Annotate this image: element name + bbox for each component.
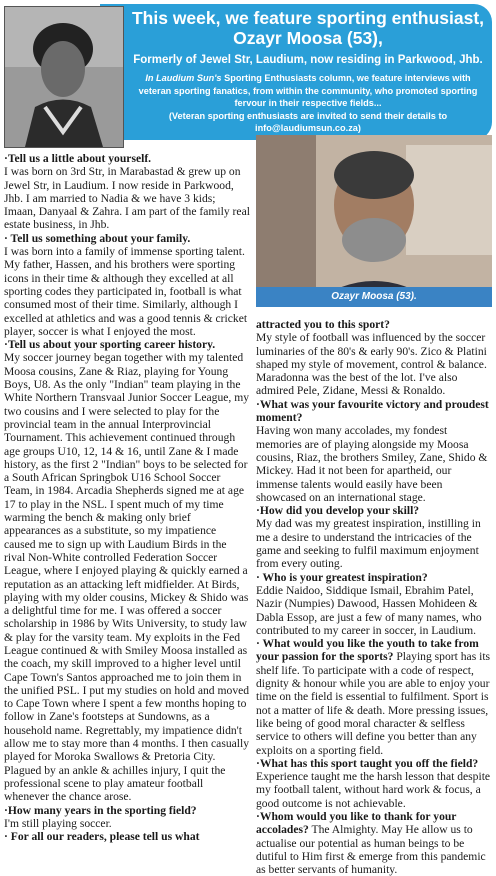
answer: My soccer journey began together with my talented Moosa cousins, Zane & Riaz, playing for Young Boys, U8. As the only "Indian" team playing in the White Northern Transvaal Junior Soccer League, my two cousins and I were selected to play for the provincial team in the annual Interprovincial Tournament. This achievement continued through age groups U10, 12, 14 & 16, until Zane & I made history, as the first 2 "Indian" boys to be selected for a South African Springbok U16 School Soccer Team, in 1984. Arcadia Shepherds signed me at age 17 to play in the NSL. I spent much of my time warming the bench & making only brief appearances as a substitute, so my impatience caused me to sign up with Laudium Birds in the rival Non-White controlled Federation Soccer League, where I enjoyed playing & quickly earned a reputation as an attacking left midfielder. At Birds, playing with my older cousins, Mickey & Shido was a delightful time for me. I was offered a soccer scholarship in 1986 by Wits University, to study law & play for the varsity team. My exploits in the Fed League continued & with Smiley Moosa installed as the coach, my skill improved to a higher level until Cape Town's Santos approached me to join them in the unified PSL. I put my studies on hold and moved to Cape Town where I spent a few months hoping to follow in Zane's footsteps at Sundowns, as a household name. Regrettably, my impatience didn't allow me to stay more than 4 months. I then casually played for Moroka Swallows & Pretoria City. Plagued by an ankle & achilles injury, I quit the professional scene to play amateur football whenever the chance arose. xyxy=(4,351,250,804)
right-column xyxy=(256,318,492,876)
qa-item xyxy=(4,152,250,232)
answer: I was born on 3rd Str, in Marabastad & grew up on Jewel Str, in Laudium. I now reside in Parkwood, Jhb. I am married to Nadia & we have 3 kids; Imaan, Danyaal & Zahra. I am part of the family real estate business, in Jhb. xyxy=(4,165,250,232)
answer: I was born into a family of immense sporting talent. My father, Hassen, and his brothers were sporting icons in their time & although they excelled at all sporting codes they participated in, football is what consumed most of their time. Similarly, although I excelled at athletics and was a good tennis & cricket player, soccer is what I enjoyed the most. xyxy=(4,245,248,338)
answer: Having won many accolades, my fondest memories are of playing alongside my Moosa cousins, Riaz, the brothers Smiley, Zane, Shido & Mickey. Had it not been for apartheid, our immense talents would easily have been showcased on an international stage. xyxy=(256,424,488,504)
answer: Experience taught me the harsh lesson that despite my football talent, without hard work & focus, a good outcome is not achievable. xyxy=(256,770,491,810)
qa-item xyxy=(4,830,250,843)
headline-line2: Ozayr Moosa (53), xyxy=(233,28,383,48)
question: ·How many years in the sporting field? xyxy=(4,803,197,817)
question: ·How did you develop your skill? xyxy=(256,504,420,518)
qa-item xyxy=(4,232,250,338)
question: · Who is your greatest inspiration? xyxy=(256,570,428,584)
portrait-photo xyxy=(256,135,492,307)
qa-item xyxy=(256,318,492,398)
question: ·Tell us about your sporting career history. xyxy=(4,338,216,352)
headline-line1: This week, we feature sporting enthusiast, xyxy=(131,8,485,28)
answer: Eddie Naidoo, Siddique Ismail, Ebrahim Patel, Nazir (Numpies) Dawood, Hassen Mohideen & Dabla Essop, are just a few of many names, who contributed to my career in soccer, in Laudium. xyxy=(256,583,482,637)
qa-item xyxy=(4,338,250,803)
photo-caption: Ozayr Moosa (53). xyxy=(256,287,492,307)
question: ·What has this sport taught you off the field? xyxy=(256,756,479,770)
vintage-photo xyxy=(4,6,124,148)
young-player-photo-icon xyxy=(5,7,123,147)
former-residence: Formerly of Jewel Str, Laudium, now residing in Parkwood, Jhb. xyxy=(133,54,483,66)
answer: I'm still playing soccer. xyxy=(4,816,112,830)
question: · For all our readers, please tell us what xyxy=(4,830,200,844)
header-banner xyxy=(0,0,496,150)
invite-text: (Veteran sporting enthusiasts are invited to send their details to info@laudiumsun.co.za) xyxy=(168,110,448,133)
publication-name: In Laudium Sun's xyxy=(145,73,222,83)
answer: Playing sport has its shelf life. To participate with a code of respect, dignity & honour while you are able to enjoy your time on the field is essential to fulfilment. Sport is not a matter of life & death. More pressing issues, like being of good moral character & selfless service to others will define you better than any exploits on a sporting field. xyxy=(256,650,491,757)
answer: My dad was my greatest inspiration, instilling in me a desire to understand the intricacies of the game and seeking to fulfil maximum enjoyment from every outing. xyxy=(256,517,481,571)
question: ·Tell us a little about yourself. xyxy=(4,152,152,165)
qa-item xyxy=(256,571,492,637)
qa-item xyxy=(256,757,492,810)
question: ·What was your favourite victory and proudest moment? xyxy=(256,397,489,425)
question: ·Whom would you like to thank for your accolades? xyxy=(256,809,457,837)
qa-item xyxy=(256,810,492,876)
left-column xyxy=(4,152,250,843)
question: · Tell us something about your family. xyxy=(4,231,191,245)
question: · What would you like the youth to take from your passion for the sports? xyxy=(256,637,479,664)
column-intro xyxy=(128,72,488,110)
intro-text: Sporting Enthusiasts column, we feature interviews with veteran sporting fanatics, from within the community, who promoted sporting fervour in their respective fields... xyxy=(138,73,478,108)
qa-item xyxy=(256,398,492,504)
qa-item xyxy=(256,504,492,570)
answer: The Almighty. May He allow us to actualise our potential as human beings to be dutiful to Him first & emerge from this pandemic as better servants of humanity. xyxy=(256,823,486,876)
header-text xyxy=(128,8,488,135)
qa-item xyxy=(256,637,492,757)
qa-item xyxy=(4,804,250,831)
bearded-man-photo-icon xyxy=(256,135,492,307)
question: attracted you to this sport? xyxy=(256,318,390,331)
answer: My style of football was influenced by the soccer luminaries of the 80's & early 90's. Zico & Platini shaped my style of movement, control & balance. Maradonna was the best of the lot. I've also admired Pele, Zidane, Messi & Ronaldo. xyxy=(256,331,487,398)
